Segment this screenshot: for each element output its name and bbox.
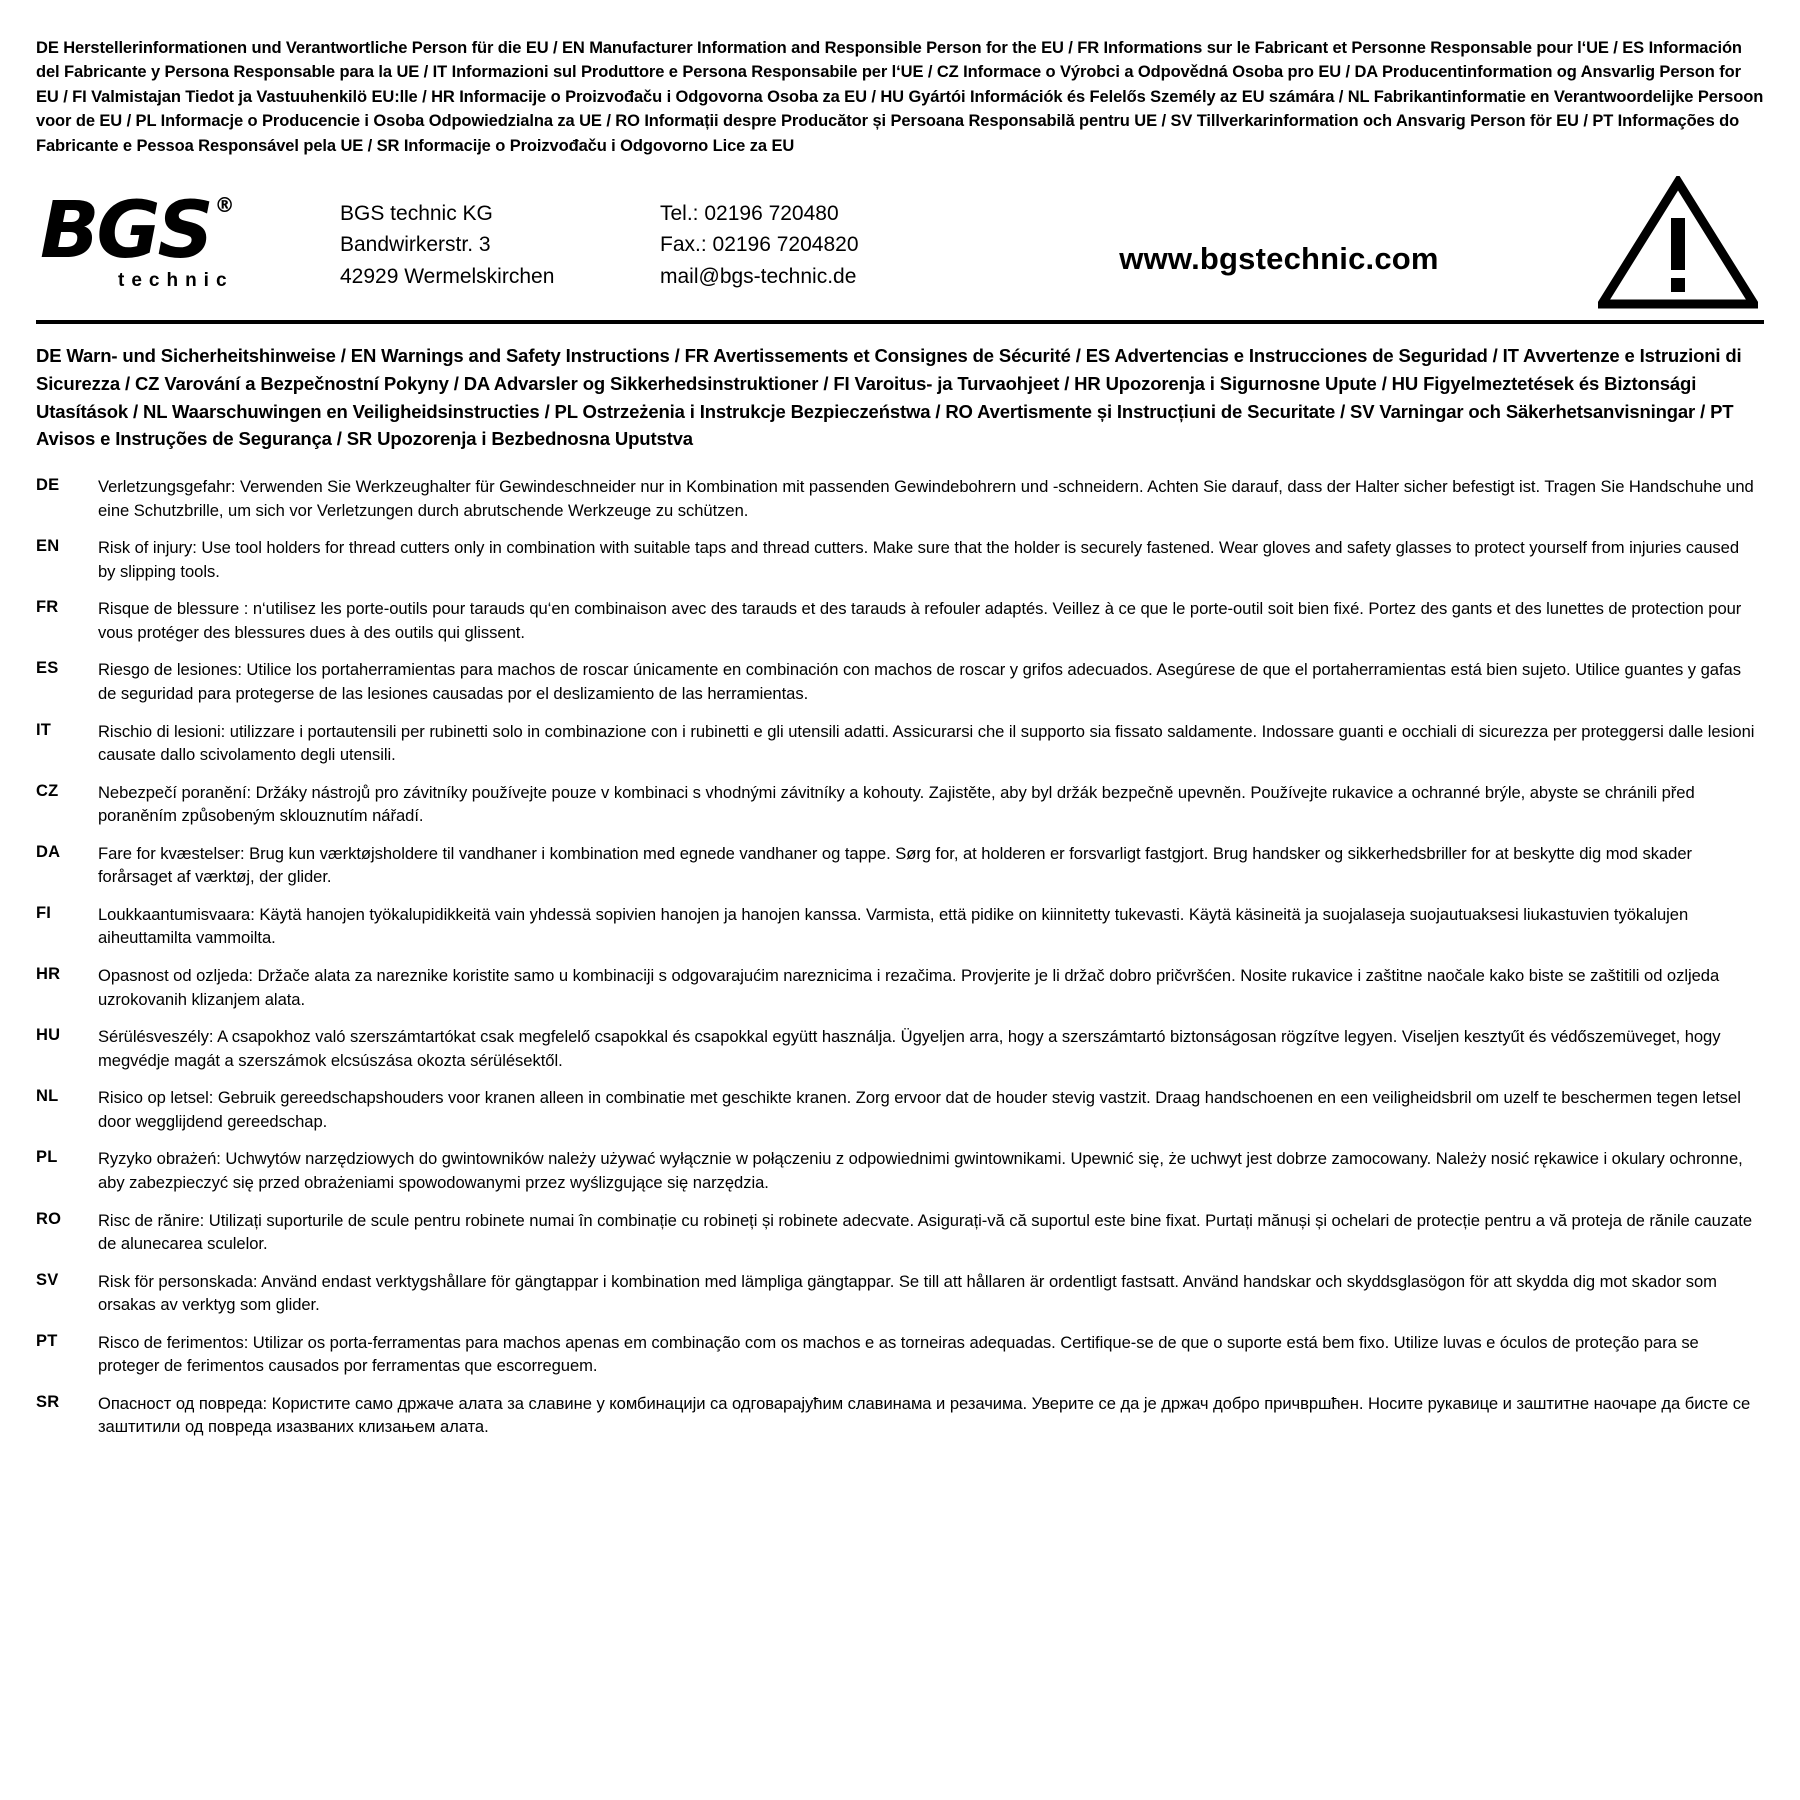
bgs-logo [36,185,340,292]
list-item [36,781,1764,828]
language-text: Loukkaantumisvaara: Käytä hanojen työkalupidikkeitä vain yhdessä sopivien hanojen ja hanojen kanssa. Varmista, että pidike on kiinnitetty tukevasti. Käytä käsineitä ja suojalaseja suojautuaksesi liukastuvien työkalujen aiheuttamilta vammoilta. [98,904,1689,948]
language-code: SR [36,1392,60,1411]
language-code: HR [36,965,61,984]
masthead [36,172,1764,324]
language-code: IT [36,720,52,739]
list-item [36,903,1764,950]
language-text: Risc de rănire: Utilizați suporturile de scule pentru robinete numai în combinație cu robineți și robinete adecvate. Asigurați-vă că suportul este bine fixat. Purtați mănuși și ochelari de protecție pentru a vă proteja de rănile cauzate de alunecarea sculelor. [98,1210,1753,1254]
company-website: www.bgstechnic.com [1119,241,1439,277]
list-item [36,842,1764,889]
registered-trademark-icon: ® [214,192,235,217]
language-text: Risco de ferimentos: Utilizar os porta-ferramentas para machos apenas em combinação com os machos e as torneiras adequadas. Certifique-se de que o suporte está bem fixo. Utilize luvas e óculos de proteção para se proteger de ferimentos causados por ferramentas que escorreguem. [98,1332,1699,1376]
language-code: PL [36,1148,58,1167]
language-code: FI [36,903,52,922]
company-contact [660,194,980,293]
list-item [36,1270,1764,1317]
language-text: Risk of injury: Use tool holders for thread cutters only in combination with suitable taps and thread cutters. Make sure that the holder is securely fastened. Wear gloves and safety glasses to protect yourself from injuries caused by slipping tools. [98,538,1740,581]
list-item [36,658,1764,705]
safety-instructions-heading: DE Warn- und Sicherheitshinweise / EN Warnings and Safety Instructions / FR Avertissements et Consignes de Sécurité / ES Advertencias e Instrucciones de Seguridad / IT Avvertenze e Istruzioni di Sicurezza / CZ Varování a Bezpečnostní Pokyny / DA Advarsler og Sikkerhedsinstruktioner / FI Varoitus- ja Turvaohjeet / HR Upozorenja i Sigurnosne Upute / HU Figyelmeztetések és Biztonsági Utasítások / NL Waarschuwingen en Veiligheidsinstructies / PL Ostrzeżenia i Instrukcje Bezpieczeństwa / RO Avertismente și Instrucțiuni de Securitate / SV Varningar och Säkerhetsanvisningar / PT Avisos e Instruções de Segurança / SR Upozorenja i Bezbednosna Uputstva [36,345,1742,450]
list-item [36,536,1764,583]
language-code: SV [36,1270,59,1289]
language-text: Opasnost od ozljeda: Držače alata za nareznike koristite samo u kombinaciji s odgovarajućim nareznicima i rezačima. Provjerite je li držač dobro pričvršćen. Nosite rukavice i zaštitne naočale kako biste se zaštitili od ozljeda uzrokovanih klizanjem alata. [98,966,1720,1009]
list-item [36,1392,1764,1439]
list-item [36,475,1764,522]
language-code: FR [36,598,59,617]
company-address [340,194,660,293]
list-item [36,1331,1764,1378]
language-text: Nebezpečí poranění: Držáky nástrojů pro závitníky používejte pouze v kombinaci s vhodnými závitníky a kohouty. Zajistěte, aby byl držák bezpečně upevněn. Používejte rukavice a ochranné brýle, abyste se chránili před poraněním způsobeným sklouznutím nářadí. [98,782,1695,826]
logo-text: BGS [40,185,211,276]
list-item [36,1209,1764,1256]
language-code: HU [36,1026,61,1045]
list-item [36,1086,1764,1133]
logo-wordmark [40,185,235,276]
company-street: Bandwirkerstr. 3 [340,233,491,257]
company-city: 42929 Wermelskirchen [340,264,555,288]
language-code: ES [36,659,59,678]
company-email: mail@bgs-technic.de [660,264,857,288]
list-item [36,720,1764,767]
warning-triangle-icon [1578,176,1764,310]
language-text: Risque de blessure : n‘utilisez les porte-outils pour tarauds qu‘en combinaison avec des tarauds et des tarauds à refouler adaptés. Veillez à ce que le porte-outil soit bien fixé. Portez des gants et des lunettes de protection pour vous protéger des blessures dues à des outils qui glissent. [98,599,1742,642]
language-code: DE [36,476,60,495]
language-text: Fare for kvæstelser: Brug kun værktøjsholdere til vandhaner i kombination med egnede vandhaner og tappe. Sørg for, at holderen er forsvarligt fastgjort. Brug handsker og sikkerhedsbriller for at beskytte dig mod skader forårsaget af værktøj, der glider. [98,843,1692,887]
language-text: Опасност од повреда: Користите само држаче алата за славине у комбинацији са одговарајућим славинама и резачима. Уверите се да је држач добро причвршћен. Носите рукавице и заштитне наочаре да бисте се заштитили од повреда изазваних клизањем алата. [98,1393,1751,1437]
language-text: Sérülésveszély: A csapokhoz való szerszámtartókat csak megfelelő csapokkal és csapokkal együtt használja. Ügyeljen arra, hogy a szerszámtartó biztonságosan rögzítve legyen. Viseljen kesztyűt és védőszemüveget, hogy megvédje magát a szerszámok elcsúszása okozta sérülésektől. [98,1027,1721,1070]
logo-subtitle: technic [118,270,234,292]
language-code: EN [36,537,60,556]
language-code: NL [36,1087,59,1106]
company-name: BGS technic KG [340,201,493,225]
list-item [36,1147,1764,1194]
language-text: Risico op letsel: Gebruik gereedschapshouders voor kranen alleen in combinatie met geschikte kranen. Zorg ervoor dat de houder stevig vastzit. Draag handschoenen en een veiligheidsbril om uzelf te beschermen tegen letsel door wegglijdend gereedschap. [98,1088,1741,1131]
list-item [36,964,1764,1011]
company-fax: Fax.: 02196 7204820 [660,233,859,257]
language-text: Verletzungsgefahr: Verwenden Sie Werkzeughalter für Gewindeschneider nur in Kombination mit passenden Gewindebohrern und -schneidern. Achten Sie darauf, dass der Halter sicher befestigt ist. Tragen Sie Handschuhe und eine Schutzbrille, um sich vor Verletzungen durch abrutschende Werkzeuge zu schützen. [98,477,1754,520]
company-phone: Tel.: 02196 720480 [660,201,839,225]
safety-instructions-list [36,475,1764,1439]
language-code: RO [36,1209,62,1228]
language-code: PT [36,1331,58,1350]
language-code: DA [36,842,61,861]
language-text: Rischio di lesioni: utilizzare i portautensili per rubinetti solo in combinazione con i rubinetti e gli utensili adatti. Assicurarsi che il supporto sia fissato saldamente. Indossare guanti e occhiali di sicurezza per proteggersi dalle lesioni causate dallo scivolamento degli utensili. [98,721,1755,765]
manufacturer-info-heading: DE Herstellerinformationen und Verantwortliche Person für die EU / EN Manufacturer Information and Responsible Person for the EU / FR Informations sur le Fabricant et Personne Responsable pour l‘UE / ES Información del Fabricante y Persona Responsable para la UE / IT Informazioni sul Produttore e Persona Responsabile per l‘UE / CZ Informace o Výrobci a Odpovědná Osoba pro EU / DA Producentinformation og Ansvarlig Person for EU / FI Valmistajan Tiedot ja Vastuuhenkilö EU:lle / HR Informacije o Proizvođaču i Odgovorna Osoba za EU / HU Gyártói Információk és Felelős Személy az EU számára / NL Fabrikantinformatie en Verantwoordelijke Persoon voor de EU / PL Informacje o Producencie i Osoba Odpowiedzialna za UE / RO Informații despre Producător și Persoana Responsabilă pentru UE / SV Tillverkarinformation och Ansvarig Person för EU / PT Informações do Fabricante e Pessoa Responsável pela UE / SR Informacije o Proizvođaču i Odgovorno Lice za EU [36,39,1764,155]
language-code: CZ [36,781,59,800]
language-text: Risk för personskada: Använd endast verktygshållare för gängtappar i kombination med lämpliga gängtappar. Se till att hållaren är ordentligt fastsatt. Använd handskar och skyddsglasögon för att skydda dig mot skador som orsakas av verktyg som glider. [98,1271,1717,1315]
list-item [36,1025,1764,1072]
language-text: Ryzyko obrażeń: Uchwytów narzędziowych do gwintowników należy używać wyłącznie w połączeniu z odpowiednimi gwintownikami. Upewnić się, że uchwyt jest dobrze zamocowany. Należy nosić rękawice i okulary ochronne, aby zabezpieczyć się przed obrażeniami spowodowanymi przez wyślizgujące się narzędzia. [98,1149,1743,1192]
list-item [36,597,1764,644]
language-text: Riesgo de lesiones: Utilice los portaherramientas para machos de roscar únicamente en combinación con machos de roscar y grifos adecuados. Asegúrese de que el portaherramientas está bien sujeto. Utilice guantes y gafas de seguridad para protegerse de las lesiones causadas por el deslizamiento de las herramientas. [98,660,1741,703]
